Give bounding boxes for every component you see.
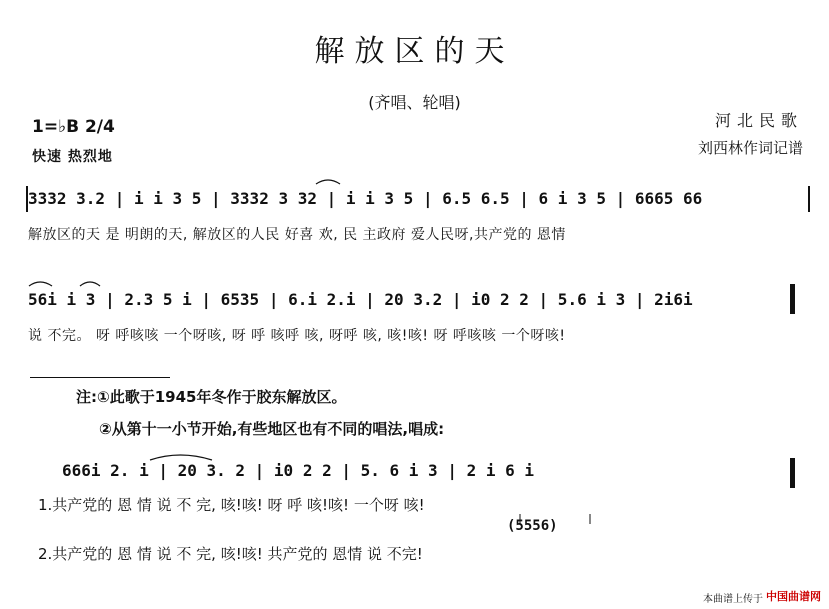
footnote-1: 注:①此歌于1945年冬作于胶东解放区。: [76, 388, 347, 406]
song-subtitle: (齐唱、轮唱): [368, 93, 461, 112]
tempo-marking: 快速 热烈地: [32, 149, 113, 165]
alternate-lyric-1: 1.共产党的 恩 情 说 不 完, 咳!咳! 呀 呼 咳!咳! 一个呀 咳!: [38, 496, 425, 514]
key-signature: 1=♭B 2/4: [32, 117, 115, 137]
origin-credit: 河北民歌: [714, 111, 803, 130]
lyrics-line-1: 解放区的天 是 明朗的天, 解放区的人民 好喜 欢, 民 主政府 爱人民呀,共产党的 恩情: [28, 227, 566, 243]
footnote-2: ②从第十一小节开始,有些地区也有不同的唱法,唱成:: [99, 420, 445, 438]
alternate-staff: 666i 2. i | 20 3. 2 | i0 2 2 | 5. 6 i 3 | 2 i 6 i: [62, 461, 535, 480]
lyrics-line-2: 说 不完。 呀 呼咳咳 一个呀咳, 呀 呼 咳呼 咳, 呀呼 咳, 咳!咳! 呀 呼咳咳 一个呀咳!: [28, 328, 566, 344]
alternate-lyric-2: 2.共产党的 恩 情 说 不 完, 咳!咳! 共产党的 恩情 说 不完!: [38, 545, 423, 563]
author-credit: 刘西林作词记谱: [697, 139, 803, 157]
song-title: 解放区的天: [314, 34, 515, 69]
upload-note: 本曲谱上传于: [703, 594, 763, 605]
alternate-parenthetical: (5556): [507, 518, 558, 534]
staff-line-1: 3332 3.2 | i i 3 5 | 3332 3 32 | i i 3 5 | 6.5 6.5 | 6 i 3 5 | 6665 66: [28, 189, 703, 208]
site-logo[interactable]: 中国曲谱网: [766, 590, 821, 603]
staff-line-2: 56i i 3 | 2.3 5 i | 6535 | 6.i 2.i | 20 3.2 | i0 2 2 | 5.6 i 3 | 2i6i: [28, 290, 693, 309]
